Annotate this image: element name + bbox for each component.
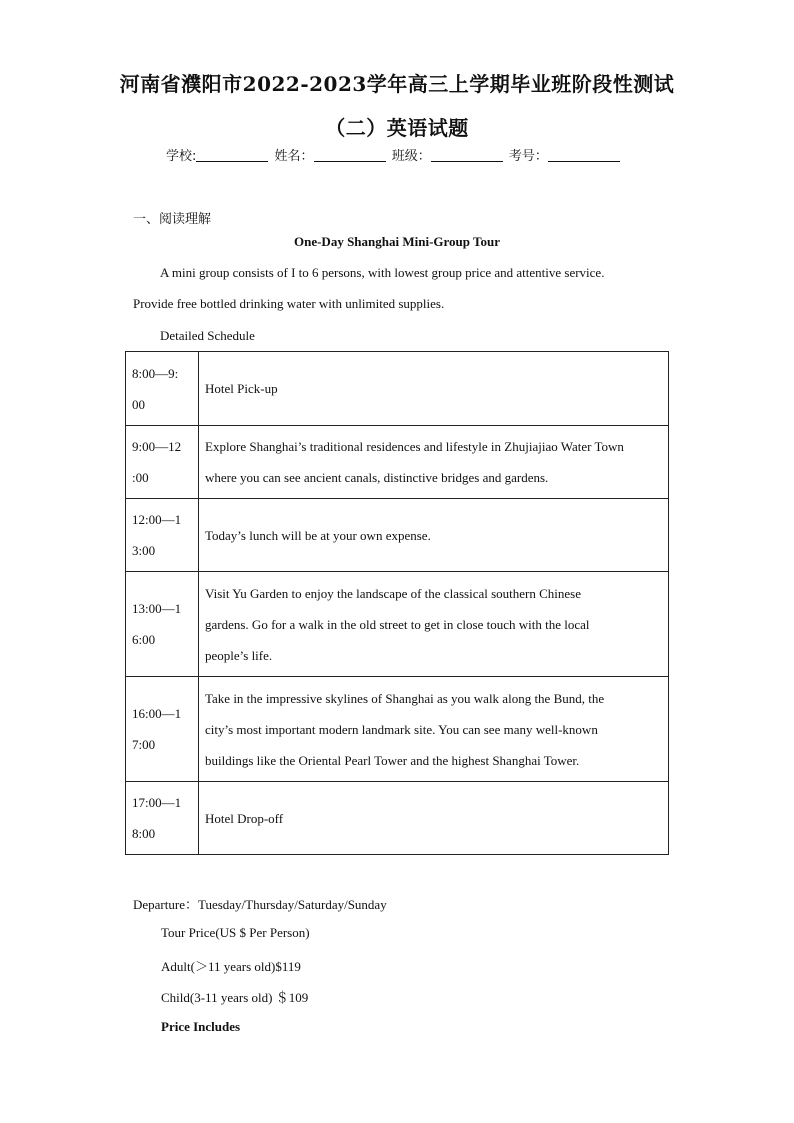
class-label: 班级： bbox=[391, 149, 431, 164]
school-label: 学校: bbox=[166, 149, 197, 164]
time-cell: 17:00—1 8:00 bbox=[126, 782, 199, 855]
table-row bbox=[126, 426, 669, 499]
intro-line-2: Provide free bottled drinking water with unlimited supplies. bbox=[133, 296, 445, 311]
activity-cell: Visit Yu Garden to enjoy the landscape of the classical southern Chinese gardens. Go for a walk in the old street to get in close touch with the local people’s life. bbox=[199, 572, 669, 677]
activity-cell: Hotel Drop-off bbox=[199, 782, 669, 855]
child-price-line: Child(3-11 years old) ＄109 bbox=[161, 990, 309, 1005]
table-row bbox=[126, 782, 669, 855]
document-title-line1: 河南省濮阳市2022-2023学年高三上学期毕业班阶段性测试 bbox=[119, 72, 675, 96]
time-cell: 9:00—12 :00 bbox=[126, 426, 199, 499]
table-row bbox=[126, 572, 669, 677]
time-cell: 16:00—1 7:00 bbox=[126, 677, 199, 782]
intro-line-1: A mini group consists of I to 6 persons, with lowest group price and attentive service. bbox=[160, 265, 605, 280]
price-includes-heading: Price Includes bbox=[161, 1019, 241, 1034]
student-info-fields bbox=[166, 145, 622, 164]
class-blank[interactable] bbox=[431, 147, 503, 162]
schedule-table bbox=[125, 351, 669, 855]
schedule-label: Detailed Schedule bbox=[160, 328, 255, 343]
name-label: 姓名： bbox=[274, 149, 314, 164]
school-blank[interactable] bbox=[196, 147, 268, 162]
activity-cell: Explore Shanghai’s traditional residences and lifestyle in Zhujiajiao Water Town where you can see ancient canals, distinctive bridges and gardens. bbox=[199, 426, 669, 499]
table-row bbox=[126, 499, 669, 572]
section-heading: 一、阅读理解 bbox=[133, 212, 212, 227]
activity-cell: Hotel Pick-up bbox=[199, 352, 669, 426]
departure-line: Departure：Tuesday/Thursday/Saturday/Sunday bbox=[133, 897, 387, 912]
tour-price-line: Tour Price(US $ Per Person) bbox=[161, 925, 310, 940]
adult-price-line: Adult(＞11 years old)$119 bbox=[161, 959, 301, 974]
activity-cell: Today’s lunch will be at your own expense. bbox=[199, 499, 669, 572]
table-row bbox=[126, 352, 669, 426]
time-cell: 12:00—1 3:00 bbox=[126, 499, 199, 572]
exam-no-blank[interactable] bbox=[548, 147, 620, 162]
time-cell: 13:00—1 6:00 bbox=[126, 572, 199, 677]
time-cell: 8:00—9: 00 bbox=[126, 352, 199, 426]
passage-title: One-Day Shanghai Mini-Group Tour bbox=[293, 234, 500, 249]
activity-cell: Take in the impressive skylines of Shanghai as you walk along the Bund, the city’s most important modern landmark site. You can see many well-known buildings like the Oriental Pearl Tower and the highest Shanghai Tower. bbox=[199, 677, 669, 782]
exam-no-label: 考号： bbox=[508, 149, 548, 164]
document-title-line2: （二）英语试题 bbox=[325, 116, 469, 140]
table-row bbox=[126, 677, 669, 782]
name-blank[interactable] bbox=[314, 147, 386, 162]
